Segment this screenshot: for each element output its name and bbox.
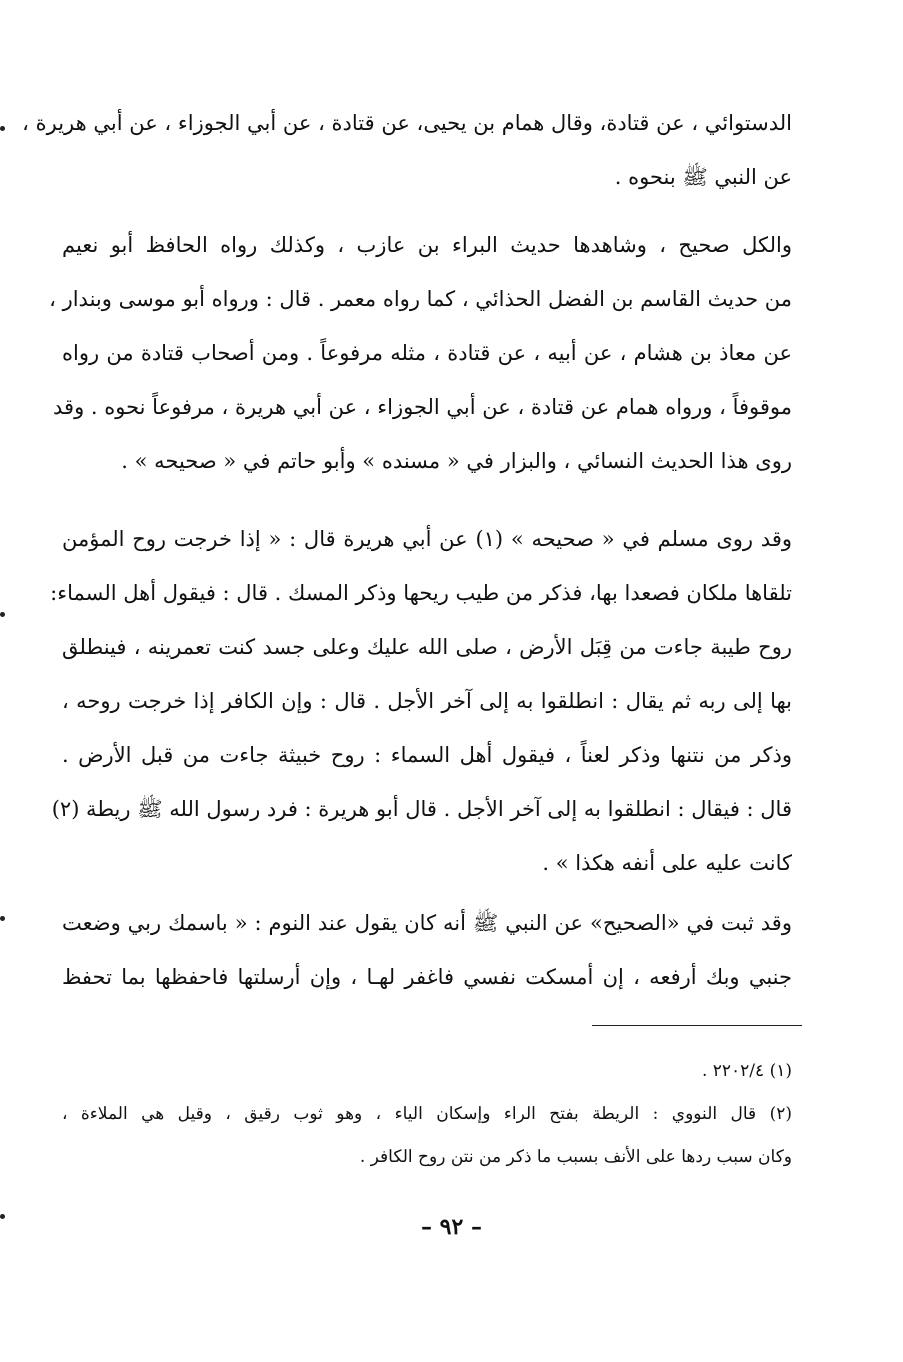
scan-edge-mark: [0, 916, 5, 921]
text-line: وقد روى مسلم في « صحيحه » (١) عن أبي هريرة قال : « إذا خرجت روح المؤمن: [62, 527, 793, 551]
text-line: تلقاها ملكان فصعدا بها، فذكر من طيب ريحها وذكر المسك . قال : فيقول أهل السماء:: [50, 581, 792, 605]
text-line: روح طيبة جاءت من قِبَل الأرض ، صلى الله عليك وعلى جسد كنت تعمرينه ، فينطلق: [62, 635, 792, 659]
paragraph-3: [50, 512, 793, 890]
text-line: والكل صحيح ، وشاهدها حديث البراء بن عازب ، وكذلك رواه الحافظ أبو نعيم: [62, 233, 792, 257]
text-line: عن النبي ﷺ بنحوه .: [614, 165, 792, 189]
text-line: بها إلى ربه ثم يقال : انطلقوا به إلى آخر الأجل . قال : وإن الكافر إذا خرجت روحه ،: [62, 689, 792, 713]
text-line: موقوفاً ، ورواه همام عن قتادة ، عن أبي الجوزاء ، عن أبي هريرة ، مرفوعاً نحوه . وقد: [53, 395, 792, 419]
text-line: من حديث القاسم بن الفضل الحذائي ، كما رواه معمر . قال : ورواه أبو موسى وبندار ،: [49, 287, 792, 311]
footnotes: [62, 1050, 792, 1179]
text-line: الدستوائي ، عن قتادة، وقال همام بن يحيى، عن قتادة ، عن أبي الجوزاء ، عن أبي هريرة ،: [22, 111, 792, 135]
scan-edge-mark: [0, 126, 5, 131]
footnote-line: (١) ٢٢٠٢/٤ .: [701, 1061, 792, 1081]
text-line: وذكر من نتنها وذكر لعناً ، فيقول أهل السماء : روح خبيثة جاءت من قبل الأرض .: [62, 743, 792, 767]
footnote-line: وكان سبب ردها على الأنف بسبب ما ذكر من نتن روح الكافر .: [359, 1147, 792, 1167]
text-line: كانت عليه على أنفه هكذا » .: [542, 851, 792, 875]
text-line: جنبي وبك أرفعه ، إن أمسكت نفسي فاغفر لهـا ، وإن أرسلتها فاحفظها بما تحفظ: [62, 965, 792, 989]
footnote-line: (٢) قال النووي : الريطة بفتح الراء وإسكان الياء ، وهو ثوب رقيق ، وقيل هي الملاءة ،: [62, 1104, 792, 1124]
scan-edge-mark: [0, 1214, 5, 1219]
scan-edge-mark: [0, 612, 5, 617]
text-line: وقد ثبت في «الصحيح» عن النبي ﷺ أنه كان يقول عند النوم : « باسمك ربي وضعت: [62, 911, 792, 935]
footnote-divider: [592, 1025, 802, 1026]
text-line: روى هذا الحديث النسائي ، والبزار في « مسنده » وأبو حاتم في « صحيحه » .: [121, 449, 792, 473]
page-number: – ٩٢ –: [421, 1214, 482, 1240]
paragraph-4: [62, 896, 792, 1004]
text-line: قال : فيقال : انطلقوا به إلى آخر الأجل . قال أبو هريرة : فرد رسول الله ﷺ ريطة (٢): [51, 797, 792, 821]
text-line: عن معاذ بن هشام ، عن أبيه ، عن قتادة ، مثله مرفوعاً . ومن أصحاب قتادة من رواه: [62, 341, 792, 365]
paragraph-2: [49, 218, 792, 488]
paragraph-1: [22, 96, 792, 204]
